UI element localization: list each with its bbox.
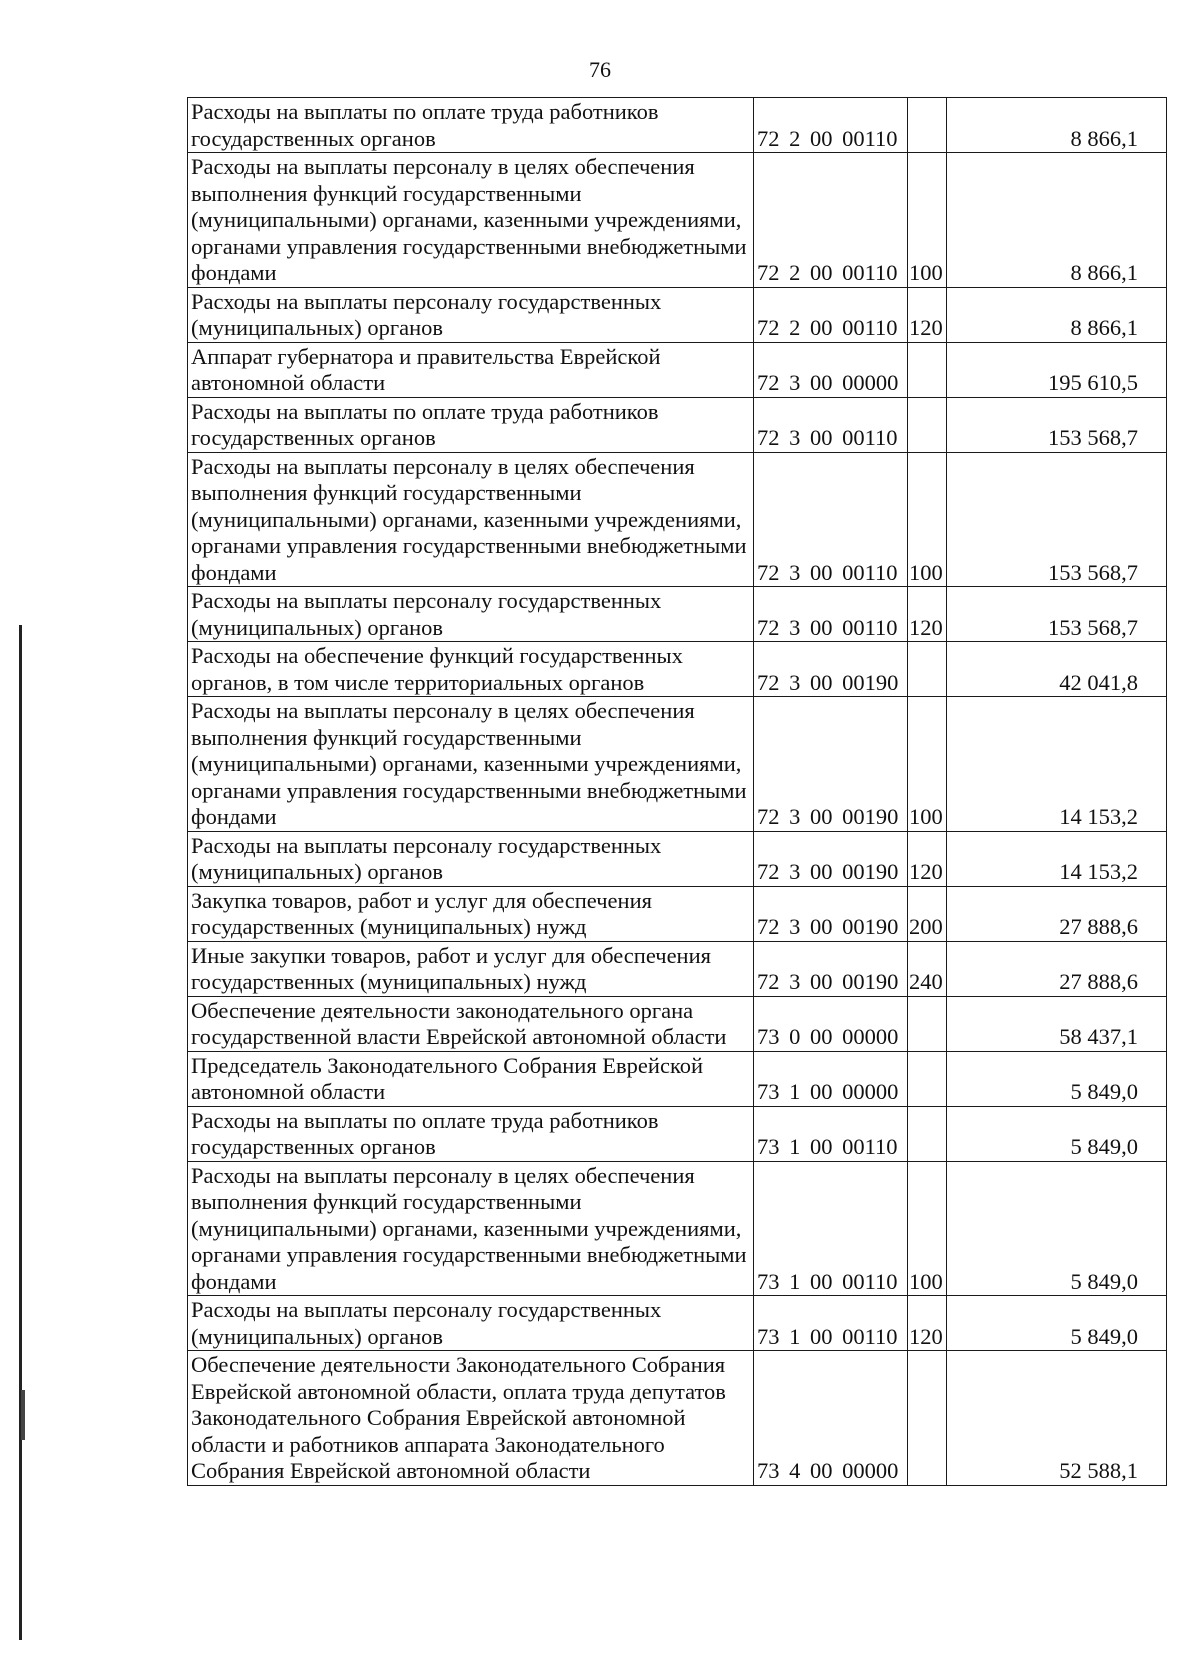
row-amount-cell: 5 849,0 [947,1296,1167,1351]
row-code-cell: 73 1 00 00110 [754,1106,908,1161]
table-row [188,996,1167,1051]
row-kind-cell: 100 [908,697,947,832]
row-name-cell: Закупка товаров, работ и услуг для обеспечения государственных (муниципальных) нужд [188,886,754,941]
row-kind-cell [908,642,947,697]
row-amount-cell: 14 153,2 [947,831,1167,886]
row-code-cell: 72 3 00 00190 [754,642,908,697]
row-code-cell: 72 3 00 00190 [754,886,908,941]
table-row [188,587,1167,642]
row-code-cell: 73 1 00 00110 [754,1296,908,1351]
table-row [188,287,1167,342]
row-name-cell: Расходы на выплаты персоналу государственных (муниципальных) органов [188,831,754,886]
row-amount-cell: 153 568,7 [947,452,1167,587]
row-kind-cell: 100 [908,1161,947,1296]
row-code-cell: 72 3 00 00190 [754,831,908,886]
table-row [188,1161,1167,1296]
row-kind-cell [908,342,947,397]
row-code-cell: 72 3 00 00190 [754,941,908,996]
row-amount-cell: 195 610,5 [947,342,1167,397]
row-code-cell: 72 3 00 00110 [754,587,908,642]
row-amount-cell: 5 849,0 [947,1106,1167,1161]
row-code-cell: 72 3 00 00110 [754,452,908,587]
row-kind-cell: 100 [908,452,947,587]
row-amount-cell: 5 849,0 [947,1161,1167,1296]
row-name-cell: Расходы на выплаты персоналу в целях обеспечения выполнения функций государственными (муниципальными) органами, казенными учреждениями, органами управления государственными внебюджетными фондами [188,1161,754,1296]
row-name-cell: Расходы на выплаты персоналу в целях обеспечения выполнения функций государственными (муниципальными) органами, казенными учреждениями, органами управления государственными внебюджетными фондами [188,452,754,587]
scan-edge-mark [21,1390,25,1440]
row-code-cell: 73 0 00 00000 [754,996,908,1051]
table-row [188,642,1167,697]
table-row [188,697,1167,832]
row-amount-cell: 153 568,7 [947,397,1167,452]
row-name-cell: Расходы на выплаты персоналу государственных (муниципальных) органов [188,287,754,342]
row-code-cell: 72 2 00 00110 [754,98,908,153]
row-code-cell: 73 1 00 00110 [754,1161,908,1296]
table-row [188,452,1167,587]
row-name-cell: Расходы на выплаты персоналу в целях обеспечения выполнения функций государственными (муниципальными) органами, казенными учреждениями, органами управления государственными внебюджетными фондами [188,697,754,832]
row-name-cell: Обеспечение деятельности законодательного органа государственной власти Еврейской автономной области [188,996,754,1051]
row-code-cell: 72 3 00 00000 [754,342,908,397]
row-code-cell: 72 2 00 00110 [754,153,908,288]
row-kind-cell: 120 [908,587,947,642]
row-kind-cell [908,996,947,1051]
table-row [188,1051,1167,1106]
row-amount-cell: 27 888,6 [947,886,1167,941]
scan-edge-line [19,625,22,1640]
budget-table [187,97,1167,1486]
table-row [188,1106,1167,1161]
row-kind-cell: 120 [908,287,947,342]
row-amount-cell: 27 888,6 [947,941,1167,996]
row-kind-cell: 200 [908,886,947,941]
row-amount-cell: 8 866,1 [947,287,1167,342]
row-kind-cell: 120 [908,831,947,886]
row-amount-cell: 8 866,1 [947,153,1167,288]
row-name-cell: Расходы на выплаты персоналу государственных (муниципальных) органов [188,1296,754,1351]
table-row [188,941,1167,996]
row-name-cell: Расходы на выплаты по оплате труда работников государственных органов [188,98,754,153]
row-code-cell: 72 2 00 00110 [754,287,908,342]
row-kind-cell: 100 [908,153,947,288]
row-name-cell: Аппарат губернатора и правительства Еврейской автономной области [188,342,754,397]
row-kind-cell [908,1351,947,1486]
row-name-cell: Расходы на выплаты по оплате труда работников государственных органов [188,397,754,452]
table-row [188,1351,1167,1486]
row-name-cell: Председатель Законодательного Собрания Еврейской автономной области [188,1051,754,1106]
table-row [188,98,1167,153]
row-kind-cell: 120 [908,1296,947,1351]
row-kind-cell [908,397,947,452]
table-row [188,397,1167,452]
row-code-cell: 72 3 00 00110 [754,397,908,452]
row-amount-cell: 8 866,1 [947,98,1167,153]
budget-table-body [188,98,1167,1486]
row-kind-cell [908,1106,947,1161]
row-amount-cell: 42 041,8 [947,642,1167,697]
table-row [188,153,1167,288]
table-row [188,886,1167,941]
row-name-cell: Расходы на обеспечение функций государственных органов, в том числе территориальных органов [188,642,754,697]
table-row [188,342,1167,397]
row-kind-cell [908,1051,947,1106]
row-amount-cell: 14 153,2 [947,697,1167,832]
row-amount-cell: 5 849,0 [947,1051,1167,1106]
page-number: 76 [589,57,611,82]
row-name-cell: Расходы на выплаты персоналу государственных (муниципальных) органов [188,587,754,642]
row-amount-cell: 153 568,7 [947,587,1167,642]
row-code-cell: 73 4 00 00000 [754,1351,908,1486]
table-row [188,1296,1167,1351]
row-code-cell: 72 3 00 00190 [754,697,908,832]
row-code-cell: 73 1 00 00000 [754,1051,908,1106]
row-amount-cell: 52 588,1 [947,1351,1167,1486]
row-kind-cell [908,98,947,153]
table-row [188,831,1167,886]
row-kind-cell: 240 [908,941,947,996]
row-amount-cell: 58 437,1 [947,996,1167,1051]
row-name-cell: Расходы на выплаты по оплате труда работников государственных органов [188,1106,754,1161]
row-name-cell: Обеспечение деятельности Законодательного Собрания Еврейской автономной области, оплата труда депутатов Законодательного Собрания Еврейской автономной области и работников аппарата Законодательного Собрания Еврейской автономной области [188,1351,754,1486]
row-name-cell: Иные закупки товаров, работ и услуг для обеспечения государственных (муниципальных) нужд [188,941,754,996]
row-name-cell: Расходы на выплаты персоналу в целях обеспечения выполнения функций государственными (муниципальными) органами, казенными учреждениями, органами управления государственными внебюджетными фондами [188,153,754,288]
